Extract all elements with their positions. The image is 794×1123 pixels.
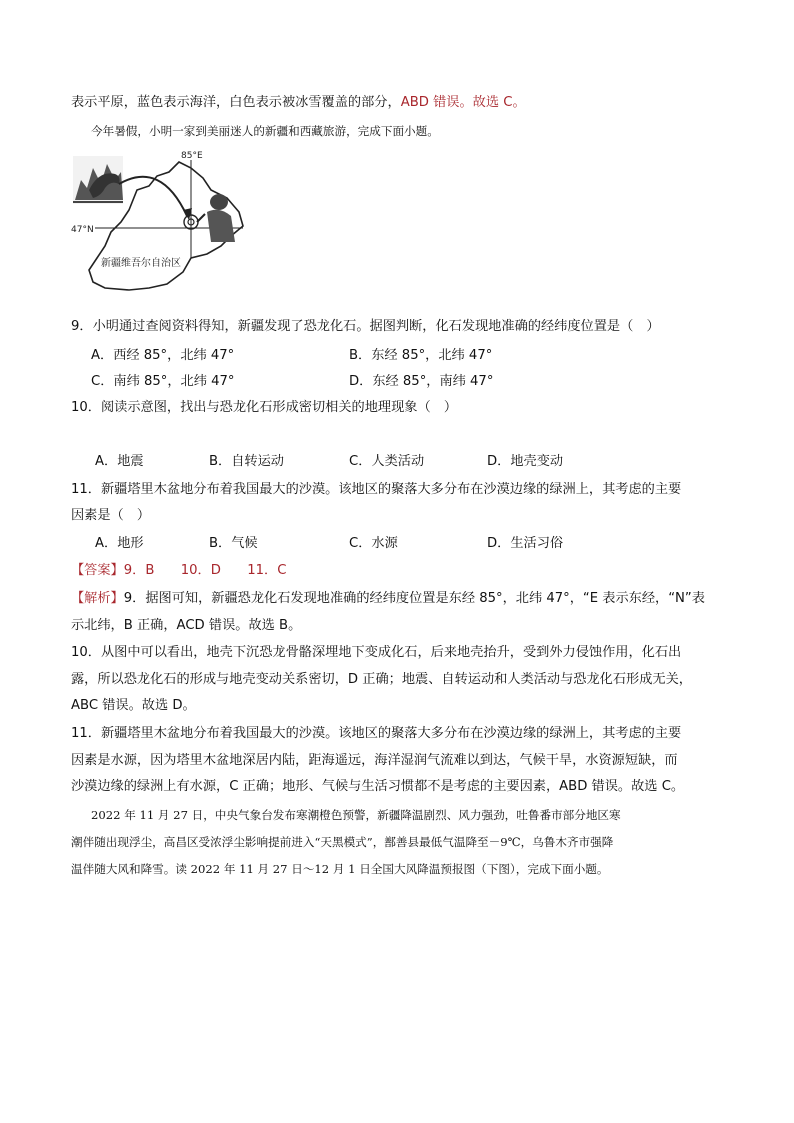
prev-answer-tail: ABD 错误。故选 C。 bbox=[400, 95, 526, 110]
q9-option-b[interactable]: B．东经 85°，北纬 47° bbox=[349, 348, 493, 363]
q10-option-b[interactable]: B．自转运动 bbox=[209, 454, 284, 469]
analysis-p10-line3: ABC 错误。故选 D。 bbox=[71, 698, 196, 713]
analysis-p11-line1: 11．新疆塔里木盆地分布着我国最大的沙漠。该地区的聚落大多分布在沙漠边缘的绿洲上，其考虑的主要 bbox=[71, 726, 682, 741]
analysis-text-1: 9．据图可知，新疆恐龙化石发现地准确的经纬度位置是东经 85°，北纬 47°，“E 表示东经，“N”表 bbox=[123, 591, 705, 606]
latitude-label: 47°N bbox=[71, 225, 94, 235]
q11-stem-line1: 11．新疆塔里木盆地分布着我国最大的沙漠。该地区的聚落大多分布在沙漠边缘的绿洲上，其考虑的主要 bbox=[71, 482, 682, 497]
q9-stem: 9．小明通过查阅资料得知，新疆发现了恐龙化石。据图判断，化石发现地准确的经纬度位置是（ ） bbox=[71, 319, 660, 334]
q11-option-c[interactable]: C．水源 bbox=[349, 536, 398, 551]
dinosaur-illustration-icon bbox=[73, 156, 123, 204]
q11-option-b[interactable]: B．气候 bbox=[209, 536, 258, 551]
prev-answer-line bbox=[71, 94, 526, 112]
q9-option-a[interactable]: A．西经 85°，北纬 47° bbox=[91, 348, 235, 363]
analysis-line1 bbox=[71, 590, 705, 608]
analysis-p10-line1: 10．从图中可以看出，地壳下沉恐龙骨骼深埋地下变成化石，后来地壳抬升，受到外力侵蚀作用，化石出 bbox=[71, 645, 682, 660]
analysis-p11-line3: 沙漠边缘的绿洲上有水源，C 正确；地形、气候与生活习惯都不是考虑的主要因素，ABD 错误。故选 C。 bbox=[71, 779, 685, 794]
xinjiang-map bbox=[71, 150, 247, 308]
q11-option-d[interactable]: D．生活习俗 bbox=[487, 536, 564, 551]
q9-option-c[interactable]: C．南纬 85°，北纬 47° bbox=[91, 374, 235, 389]
analysis-p10-line2: 露，所以恐龙化石的形成与地壳变动关系密切，D 正确；地震、自转运动和人类活动与恐龙化石形成无关， bbox=[71, 672, 692, 687]
answer-text: 9．B 10．D 11．C bbox=[123, 563, 287, 578]
intro2-line3: 温伴随大风和降雪。读 2022 年 11 月 27 日～12 月 1 日全国大风降温预报图（下图），完成下面小题。 bbox=[71, 862, 609, 876]
q11-stem-line2: 因素是（ ） bbox=[71, 508, 151, 523]
prev-answer-text: 表示平原，蓝色表示海洋，白色表示被冰雪覆盖的部分， bbox=[71, 95, 401, 110]
q11-option-a[interactable]: A．地形 bbox=[95, 536, 144, 551]
analysis-p11-line2: 因素是水源，因为塔里木盆地深居内陆，距海遥远，海洋湿润气流难以到达，气候干旱，水资源短缺，而 bbox=[71, 753, 678, 768]
q10-option-c[interactable]: C．人类活动 bbox=[349, 454, 425, 469]
answer-tag: 【答案】 bbox=[71, 563, 124, 578]
longitude-label: 85°E bbox=[181, 151, 203, 161]
intro2-line2: 潮伴随出现浮尘，高昌区受浓浮尘影响提前进入“天黑模式”，鄯善县最低气温降至－9℃，乌鲁木齐市强降 bbox=[71, 835, 614, 849]
region-label: 新疆维吾尔自治区 bbox=[101, 258, 181, 269]
q9-option-d[interactable]: D．东经 85°，南纬 47° bbox=[349, 374, 494, 389]
section-intro: 今年暑假，小明一家到美丽迷人的新疆和西藏旅游，完成下面小题。 bbox=[91, 124, 439, 138]
analysis-line2: 示北纬，B 正确，ACD 错误。故选 B。 bbox=[71, 618, 302, 633]
q10-stem: 10．阅读示意图，找出与恐龙化石形成密切相关的地理现象（ ） bbox=[71, 400, 458, 415]
q10-option-d[interactable]: D．地壳变动 bbox=[487, 454, 564, 469]
q10-option-a[interactable]: A．地震 bbox=[95, 454, 144, 469]
analysis-tag: 【解析】 bbox=[71, 591, 124, 606]
intro2-line1: 2022 年 11 月 27 日，中央气象台发布寒潮橙色预警，新疆降温剧烈、风力强劲，吐鲁番市部分地区寒 bbox=[91, 808, 621, 822]
answer-line bbox=[71, 562, 286, 580]
